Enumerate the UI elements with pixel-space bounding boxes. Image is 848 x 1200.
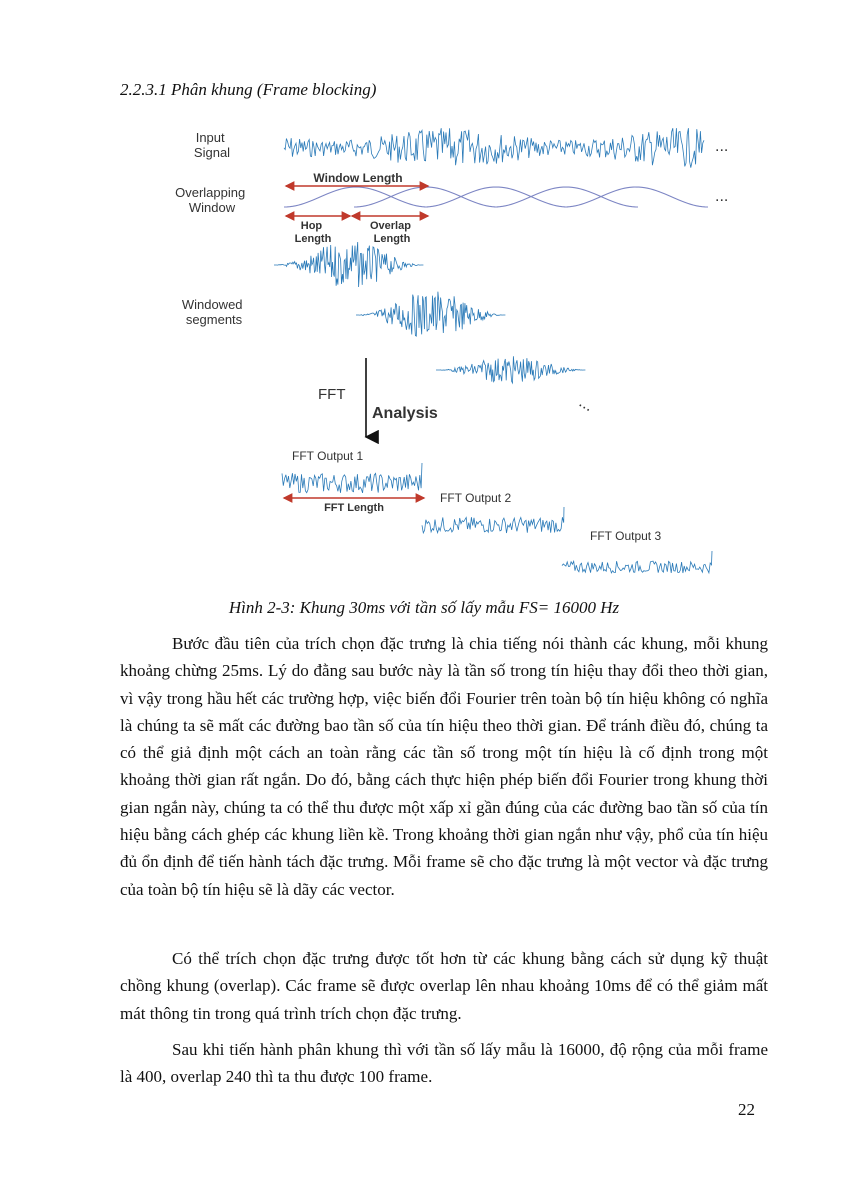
paragraph-1: Bước đầu tiên của trích chọn đặc trưng là chia tiếng nói thành các khung, mỗi khung khoảng chừng 25ms. Lý do đằng sau bước này là tần số trong tín hiệu thay đổi theo thời gian, vì vậy trong hầu hết các trường hợp, việc biến đổi Fourier trên toàn bộ tín hiệu không có nghĩa là chúng ta sẽ mất các đường bao tần số của tín hiệu theo thời gian. Để tránh điều đó, chúng ta có thể giả định một cách an toàn rằng các tần số trong một tín hiệu là cố định trong một khoảng thời gian rất ngắn. Do đó, bằng cách thực hiện phép biến đổi Fourier trong khung thời gian ngắn này, chúng ta có thể thu được một xấp xỉ gần đúng của các đường bao tần số của tín hiệu bằng cách ghép các khung liền kề. Trong khoảng thời gian ngắn như vậy, phổ của tín hiệu đủ ổn định để tiến hành tách đặc trưng. Mỗi frame sẽ cho đặc trưng là một vector và đặc trưng của toàn bộ tín hiệu sẽ là dãy các vector. <box>120 634 768 899</box>
windowed-segments-label: Windowed segments <box>181 297 243 327</box>
fft-spectrum-1 <box>282 463 422 493</box>
segment-3 <box>436 356 585 383</box>
overlapping-window-label: Overlapping Window <box>175 185 246 215</box>
windowed-segments <box>274 242 585 383</box>
page-number: 22 <box>738 1100 755 1119</box>
fft-length-label: FFT Length <box>324 502 384 514</box>
paragraph-3: Sau khi tiến hành phân khung thì với tần số lấy mẫu là 16000, độ rộng của mỗi frame là 400, overlap 240 thì ta thu được 100 frame. <box>120 1040 768 1087</box>
fft-output-2-label: FFT Output 2 <box>440 491 512 505</box>
paragraph-2: Có thể trích chọn đặc trưng được tốt hơn từ các khung bằng cách sử dụng kỹ thuật chồng khung (overlap). Các frame sẽ được overlap lên nhau khoảng 10ms để có thể giảm mất mát thông tin trong quá trình trích chọn đặc trưng. <box>120 949 768 1023</box>
input-signal-label: Input Signal <box>193 130 231 160</box>
overlapping-windows <box>284 187 708 207</box>
segment-1 <box>274 242 423 287</box>
ellipsis-2: ... <box>715 188 729 205</box>
fft-spectrum-3 <box>562 551 712 573</box>
overlap-length-label: Overlap Length <box>369 220 411 245</box>
hop-length-label: Hop Length <box>294 220 332 245</box>
frame-blocking-figure <box>160 115 740 585</box>
input-signal-waveform <box>284 128 704 168</box>
fft-label: FFT <box>318 386 346 403</box>
ellipsis-1: ... <box>715 138 729 155</box>
figure-caption: Hình 2-3: Khung 30ms với tần số lấy mẫu FS= 16000 Hz <box>228 598 620 617</box>
fft-output-spectra <box>282 463 712 573</box>
analysis-label: Analysis <box>372 405 438 422</box>
fft-spectrum-2 <box>422 507 564 533</box>
input-signal-line <box>284 128 704 168</box>
fft-output-3-label: FFT Output 3 <box>590 529 662 543</box>
ellipsis-3: ... <box>576 393 597 416</box>
section-heading: 2.2.3.1 Phân khung (Frame blocking) <box>120 80 377 99</box>
window-length-label: Window Length <box>313 171 403 185</box>
segment-2 <box>356 292 505 337</box>
fft-output-1-label: FFT Output 1 <box>292 449 364 463</box>
